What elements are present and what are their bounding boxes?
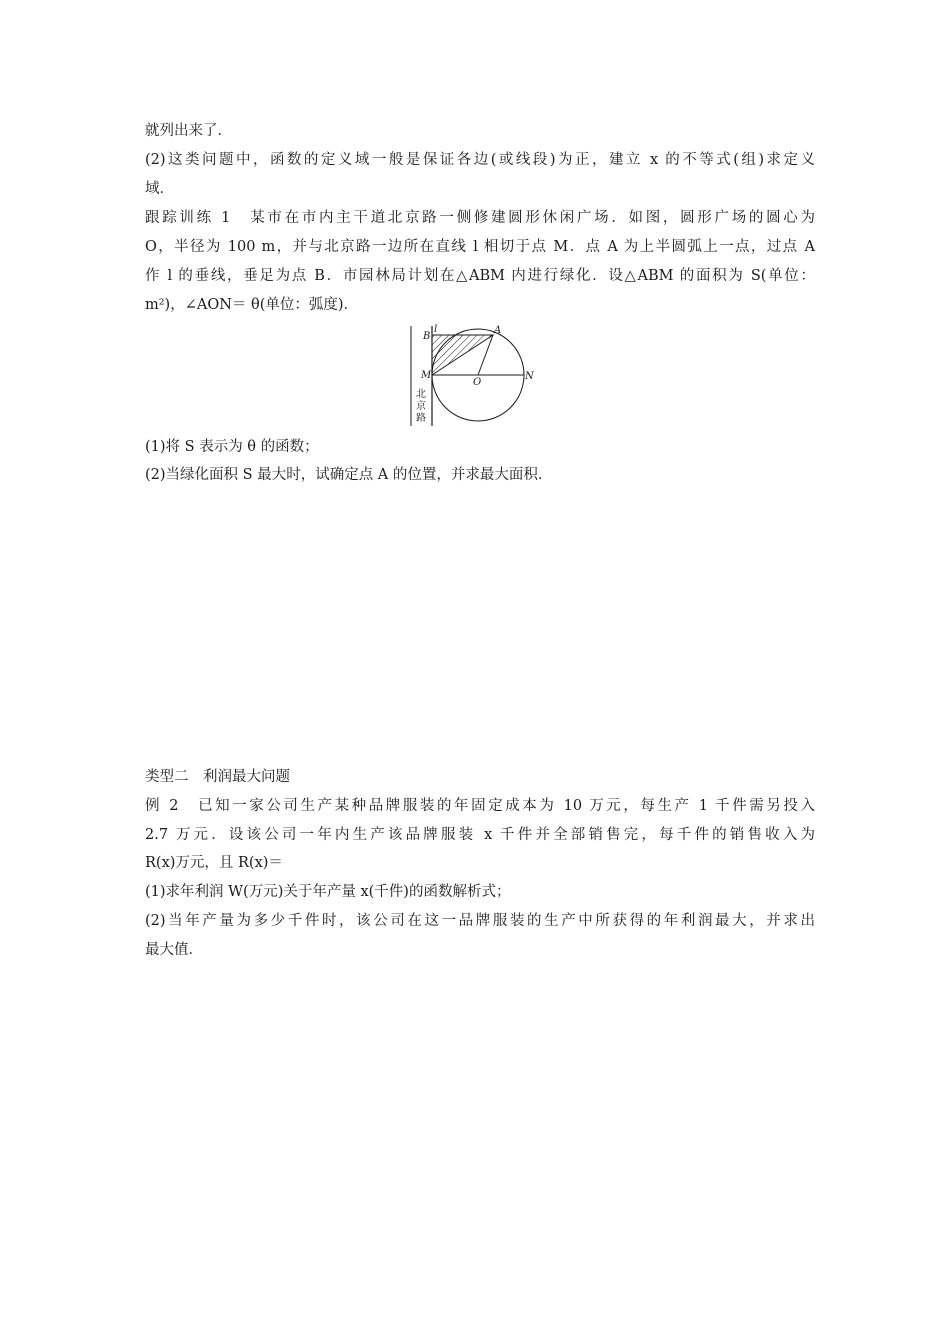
label-b: B [423,331,431,342]
label-o: O [473,377,482,388]
question-line: (2)当年产量为多少千件时，该公司在这一品牌服装的生产中所获得的年利润最大，并求出 [145,913,815,929]
text-line: 作 l 的垂线，垂足为点 B．市园林局计划在△ABM 内进行绿化．设△ABM 的面积为 S(单位： [145,268,815,284]
text-line: 2.7 万元．设该公司一年内生产该品牌服装 x 千件并全部销售完，每千件的销售收入为 [145,827,815,843]
text-line: 就列出来了． [145,123,232,139]
exercise-title-line: 跟踪训练 1 某市在市内主干道北京路一侧修建圆形休闲广场．如图，圆形广场的圆心为 [145,210,815,226]
question-line: (1)求年利润 W(万元)关于年产量 x(千件)的函数解析式； [145,884,511,900]
label-m: M [421,370,432,381]
question-line: 最大值． [145,942,203,958]
example-title-line: 例 2 已知一家公司生产某种品牌服装的年固定成本为 10 万元，每生产 1 千件需另投入 [145,798,815,814]
label-n: N [525,371,534,382]
text-line: (2)这类问题中，函数的定义域一般是保证各边(或线段)为正，建立 x 的不等式(组)求定义 [145,152,815,168]
road-label-char: 路 [416,413,426,424]
text-line: O，半径为 100 m，并与北京路一边所在直线 l 相切于点 M．点 A 为上半圆弧上一点，过点 A [145,239,815,255]
question-line: (1)将 S 表示为 θ 的函数； [145,439,319,455]
label-a: A [494,325,502,336]
section-heading: 类型二 利润最大问题 [145,769,290,785]
label-l: l [434,324,438,335]
road-label-char: 北 [416,389,426,400]
triangle-abm [432,335,493,375]
geometry-figure [405,322,545,428]
text-line: 域． [145,181,174,197]
question-line: (2)当绿化面积 S 最大时，试确定点 A 的位置，并求最大面积． [145,467,553,483]
road-label-char: 京 [416,401,426,412]
circle-diagram [405,322,545,428]
text-line: R(x)万元，且 R(x)＝ [145,855,283,871]
text-line: m²)，∠AON＝ θ(单位：弧度)． [145,297,359,313]
